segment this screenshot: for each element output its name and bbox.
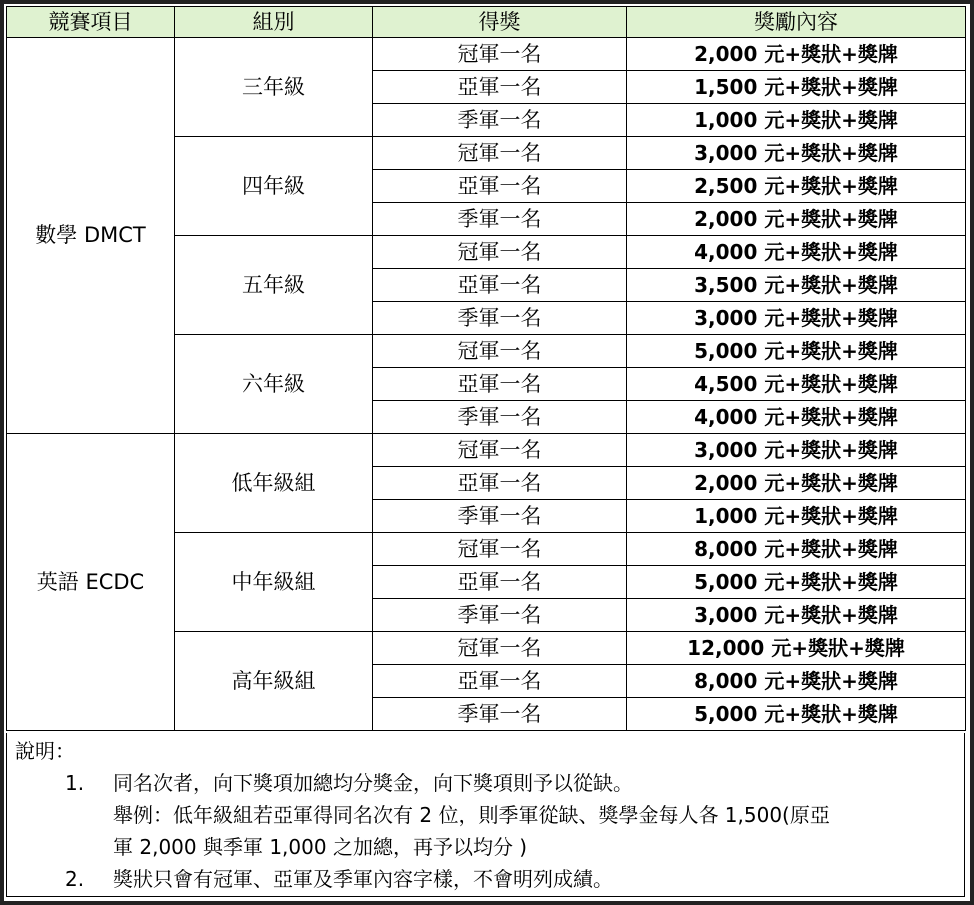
award-cell: 冠軍一名 [373, 335, 627, 368]
award-cell: 季軍一名 [373, 104, 627, 137]
group-cell: 中年級組 [175, 533, 373, 632]
award-cell: 亞軍一名 [373, 71, 627, 104]
award-cell: 季軍一名 [373, 203, 627, 236]
prize-cell: 2,000 元+獎狀+獎牌 [627, 203, 966, 236]
prize-cell: 4,500 元+獎狀+獎牌 [627, 368, 966, 401]
notes-title: 說明： [15, 739, 75, 763]
award-cell: 亞軍一名 [373, 665, 627, 698]
prize-cell: 3,000 元+獎狀+獎牌 [627, 434, 966, 467]
prize-cell: 1,000 元+獎狀+獎牌 [627, 104, 966, 137]
award-cell: 亞軍一名 [373, 467, 627, 500]
prize-cell: 4,000 元+獎狀+獎牌 [627, 401, 966, 434]
header-competition: 競賽項目 [7, 7, 175, 38]
notes-section [6, 733, 965, 897]
award-cell: 亞軍一名 [373, 170, 627, 203]
award-table [6, 6, 966, 731]
award-cell: 季軍一名 [373, 698, 627, 731]
prize-cell: 3,000 元+獎狀+獎牌 [627, 302, 966, 335]
prize-cell: 5,000 元+獎狀+獎牌 [627, 698, 966, 731]
header-row [7, 7, 966, 38]
header-group: 組別 [175, 7, 373, 38]
prize-cell: 12,000 元+獎狀+獎牌 [627, 632, 966, 665]
award-cell: 亞軍一名 [373, 566, 627, 599]
award-cell: 季軍一名 [373, 401, 627, 434]
award-cell: 季軍一名 [373, 500, 627, 533]
group-cell: 高年級組 [175, 632, 373, 731]
note-line: 舉例：低年級組若亞軍得同名次有 2 位，則季軍從缺、獎學金每人各 1,500(原亞 [113, 803, 830, 827]
prize-cell: 5,000 元+獎狀+獎牌 [627, 335, 966, 368]
prize-cell: 2,500 元+獎狀+獎牌 [627, 170, 966, 203]
note-line: 獎狀只會有冠軍、亞軍及季軍內容字樣，不會明列成績。 [113, 867, 613, 891]
header-award: 得獎 [373, 7, 627, 38]
group-cell: 六年級 [175, 335, 373, 434]
prize-cell: 5,000 元+獎狀+獎牌 [627, 566, 966, 599]
award-cell: 冠軍一名 [373, 137, 627, 170]
group-cell: 五年級 [175, 236, 373, 335]
competition-cell: 英語 ECDC [7, 434, 175, 731]
prize-cell: 1,500 元+獎狀+獎牌 [627, 71, 966, 104]
award-cell: 冠軍一名 [373, 533, 627, 566]
table-row [7, 38, 966, 71]
group-cell: 三年級 [175, 38, 373, 137]
competition-cell: 數學 DMCT [7, 38, 175, 434]
prize-cell: 1,000 元+獎狀+獎牌 [627, 500, 966, 533]
prize-cell: 2,000 元+獎狀+獎牌 [627, 38, 966, 71]
prize-cell: 3,000 元+獎狀+獎牌 [627, 599, 966, 632]
prize-cell: 3,000 元+獎狀+獎牌 [627, 137, 966, 170]
table-body [7, 38, 966, 731]
award-cell: 冠軍一名 [373, 38, 627, 71]
award-cell: 季軍一名 [373, 599, 627, 632]
note-line: 軍 2,000 與季軍 1,000 之加總，再予以均分 ) [113, 835, 528, 859]
award-cell: 亞軍一名 [373, 368, 627, 401]
prize-cell: 3,500 元+獎狀+獎牌 [627, 269, 966, 302]
prize-cell: 2,000 元+獎狀+獎牌 [627, 467, 966, 500]
table-row [7, 434, 966, 467]
award-cell: 亞軍一名 [373, 269, 627, 302]
award-cell: 冠軍一名 [373, 236, 627, 269]
group-cell: 四年級 [175, 137, 373, 236]
prize-cell: 4,000 元+獎狀+獎牌 [627, 236, 966, 269]
prize-cell: 8,000 元+獎狀+獎牌 [627, 665, 966, 698]
prize-cell: 8,000 元+獎狀+獎牌 [627, 533, 966, 566]
note-number: 1. [65, 771, 85, 795]
award-cell: 冠軍一名 [373, 632, 627, 665]
award-cell: 冠軍一名 [373, 434, 627, 467]
group-cell: 低年級組 [175, 434, 373, 533]
header-prize: 獎勵內容 [627, 7, 966, 38]
award-cell: 季軍一名 [373, 302, 627, 335]
note-number: 2. [65, 867, 85, 891]
note-line: 同名次者，向下獎項加總均分獎金，向下獎項則予以從缺。 [113, 771, 633, 795]
